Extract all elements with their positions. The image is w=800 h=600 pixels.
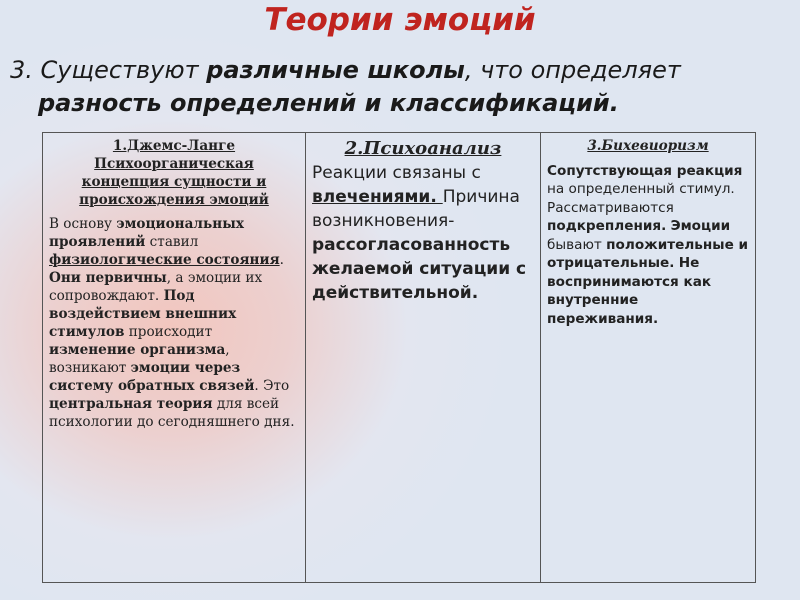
text-run: на определенный стимул. Рассматриваются — [547, 181, 735, 216]
text-run: положительные и отрицательные. — [547, 236, 749, 271]
subtitle-line2: разность определений и классификаций. — [38, 89, 619, 117]
subtitle — [10, 54, 790, 120]
text-run: Реакции связаны с — [312, 163, 481, 183]
text-run: рассогласованность желаемой ситуации с действительной. — [312, 235, 527, 303]
subtitle-bold: различные школы — [206, 56, 465, 84]
text-run: подкрепления. — [547, 218, 667, 234]
slide-title: Теории эмоций — [264, 2, 536, 38]
subtitle-part: , что определяет — [464, 56, 681, 84]
table-column-james-lange — [43, 133, 306, 582]
text-run: для всей психологии до сегодняшнего дня. — [49, 396, 295, 430]
column-title: 3.Бихевиоризм — [587, 138, 709, 154]
column-text — [312, 161, 534, 305]
column-title: 1.Джемс-Ланге — [112, 138, 236, 154]
text-run: Не воспринимаются как внутренние переживания. — [547, 255, 712, 327]
column-text — [49, 215, 299, 431]
table-column-behaviorism — [541, 133, 755, 582]
text-run: . — [279, 252, 284, 268]
column-text — [547, 162, 749, 329]
text-run: влечениями. — [312, 187, 443, 207]
text-run: бывают — [547, 236, 607, 253]
text-run: Под воздействием внешних стимулов — [49, 288, 237, 340]
theories-table — [42, 132, 756, 583]
text-run: , а эмоции их сопровождают. — [49, 270, 263, 304]
text-run: эмоциональных проявлений — [49, 216, 244, 250]
text-run: Причина возникновения- — [312, 187, 520, 231]
text-run: эмоции через систему обратных связей — [49, 360, 255, 394]
text-run: В основу — [49, 216, 117, 232]
text-run: изменение организма — [49, 342, 226, 358]
column-subtitle: Психоорганическая концепция сущности и происхождения эмоций — [79, 156, 269, 208]
subtitle-part: 3. Существуют — [10, 56, 207, 84]
text-run: Сопутствующая реакция — [547, 162, 743, 179]
text-run: Эмоции — [670, 218, 731, 234]
text-run: Они первичны — [49, 270, 167, 286]
text-run: , возникают — [49, 342, 230, 376]
text-run: ставил — [145, 234, 199, 250]
text-run: центральная теория — [49, 396, 213, 412]
text-run: происходит — [124, 324, 213, 340]
text-run: физиологические состояния — [49, 252, 280, 268]
column-title: 2.Психоанализ — [344, 138, 502, 159]
table-column-psychoanalysis — [306, 133, 541, 582]
column-header — [49, 137, 299, 209]
text-run: . Это — [254, 378, 290, 394]
